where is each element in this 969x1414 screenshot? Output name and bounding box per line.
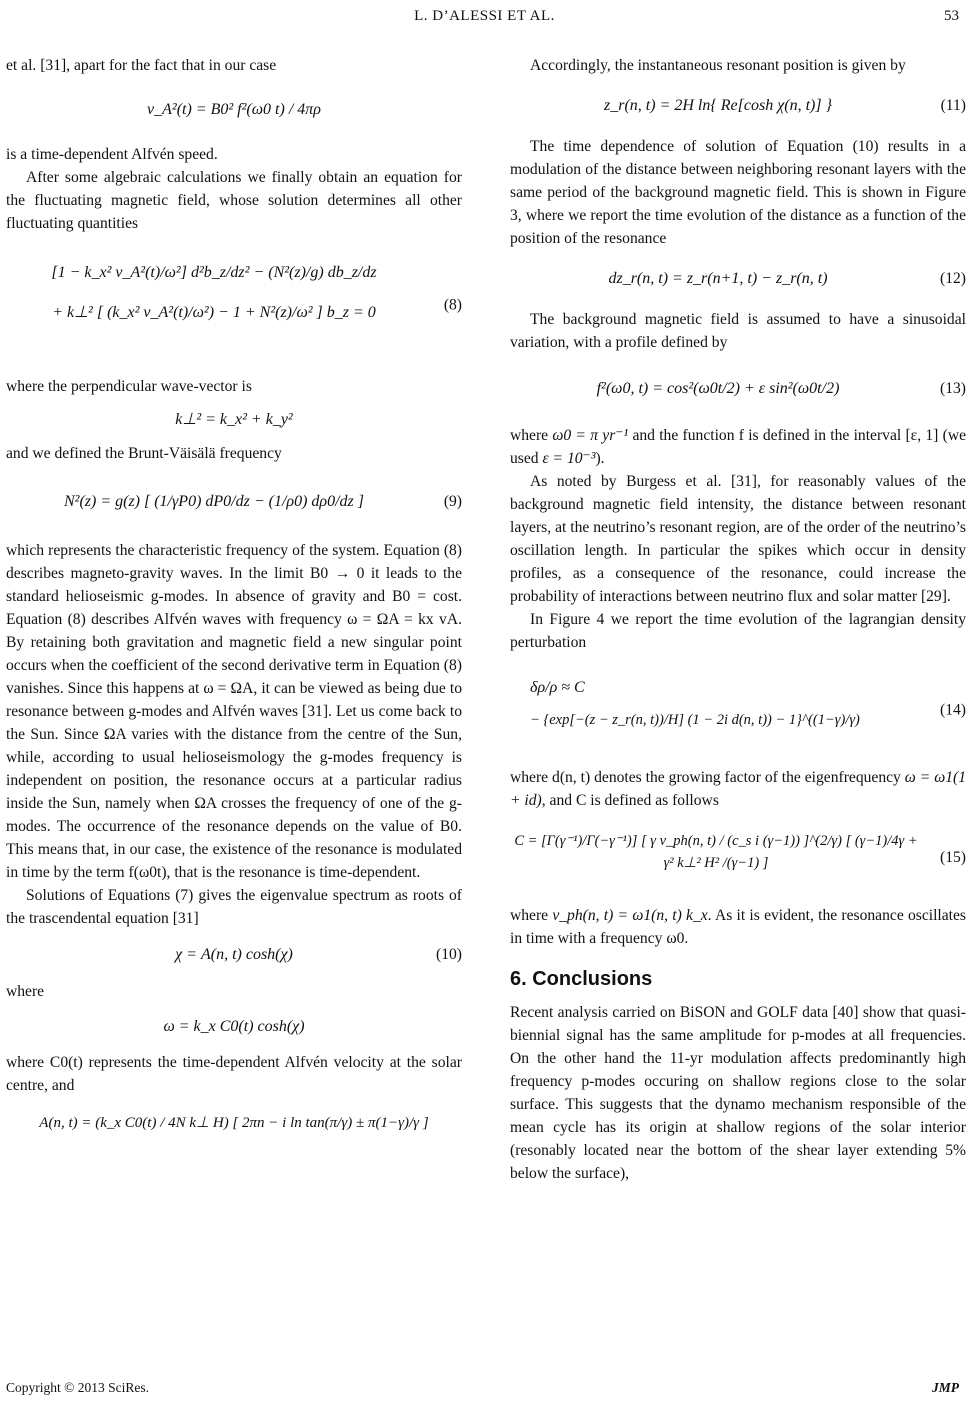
equation-number: (12)	[940, 270, 966, 287]
equation-8-line-1: [1 − k_x² v_A²(t)/ω²] d²b_z/dz² − (N²(z)/g) db_z/dz	[51, 264, 377, 281]
equation-12: dz_r(n, t) = z_r(n+1, t) − z_r(n, t) (12)	[510, 254, 966, 304]
paragraph: where the perpendicular wave-vector is	[6, 378, 252, 395]
running-title: L. D’ALESSI ET AL.	[414, 8, 555, 24]
paragraph: and we defined the Brunt-Väisälä frequency	[6, 445, 282, 462]
running-header	[0, 6, 969, 30]
inline-equation: ε = 10⁻³	[542, 450, 596, 467]
paragraph: is a time-dependent Alfvén speed.	[6, 146, 218, 163]
paragraph: In Figure 4 we report the time evolution of the lagrangian density perturbation	[510, 611, 966, 651]
inline-equation: ω = ω1(1 + id)	[510, 769, 966, 809]
equation-number: (14)	[940, 701, 966, 719]
page-number: 53	[944, 8, 959, 24]
paragraph: where ω0 = π yr⁻¹ and the function f is defined in the interval [ε, 1] (we used ε = 10⁻³).	[510, 427, 967, 467]
equation-13: f²(ω0, t) = cos²(ω0t/2) + ε sin²(ω0t/2) (13)	[510, 358, 966, 420]
equation-number: (9)	[443, 493, 462, 510]
equation-kperp: k⊥² = k_x² + k_y²	[175, 411, 293, 428]
equation-14	[510, 658, 966, 762]
paragraph: where	[6, 983, 45, 1000]
equation-8-line-2: + k⊥² [ (k_x² v_A²(t)/ω²) − 1 + N²(z)/ω² ] b_z = 0	[52, 304, 376, 321]
right-column	[510, 54, 966, 1185]
equation-alfven-speed: v_A²(t) = B0² f²(ω0 t) / 4πρ	[147, 101, 321, 118]
copyright-notice: Copyright © 2013 SciRes.	[6, 1380, 150, 1395]
inline-equation: ω0 = π yr⁻¹	[552, 427, 629, 444]
equation-number: (8)	[443, 296, 462, 314]
paragraph: As noted by Burgess et al. [31], for reasonably values of the background magnetic field intensity, the distance between resonant layers, at the neutrino’s resonant region, are of the order of the neutrino’s oscillation length. In particular the spikes which occur in density profiles, as a consequence of the resonance, could increase the probability of interactions between neutrino flux and solar matter [29].	[510, 473, 966, 605]
equation-15: C = [Γ(γ⁻¹)/Γ(−γ⁻¹)] [ γ v_ph(n, t) / (c_s i (γ−1)) ]^(2/γ) [ (γ−1)/4γ + γ² k⊥² H² /(γ−1) ] (15)	[514, 833, 966, 871]
paragraph: Solutions of Equations (7) gives the eigenvalue spectrum as roots of the trascendental equation [31]	[6, 887, 462, 927]
equation-A: A(n, t) = (k_x C0(t) / 4N k⊥ H) [ 2πn − i ln tan(π/γ) ± π(1−γ)/γ ]	[39, 1115, 429, 1131]
paragraph: Recent analysis carried on BiSON and GOLF data [40] show that quasi-biennial signal has the same amplitude for p-modes at all frequencies. On the other hand the 11-yr modulation affects predominantly high frequency p-modes occuring on shallow regions close to the solar surface. This suggests that the dynamo mechanism responsible of the mean cycle has its origin at shallow regions of the solar interior (resonably located near the bottom of the shear layer extending 5% below the surface),	[510, 1004, 966, 1182]
paragraph: where v_ph(n, t) = ω1(n, t) k_x. As it is evident, the resonance oscillates in time with a frequency ω0.	[510, 907, 967, 947]
paragraph: The time dependence of solution of Equation (10) results in a modulation of the distance between neighboring resonant layers with the same period of the background magnetic field. This is shown in Figure 3, where we report the time evolution of the distance as a function of the position of the resonance	[510, 138, 966, 247]
equation-14-line-2: − {exp[−(z − z_r(n, t))/H] (1 − 2i d(n, t)) − 1}^((1−γ)/γ)	[530, 712, 860, 728]
equation-number: (10)	[436, 946, 462, 963]
equation-number: (15)	[940, 849, 966, 866]
paragraph: which represents the characteristic frequency of the system. Equation (8) describes magneto-gravity waves. In the limit B0 → 0 it leads to the standard helioseismic g-modes. In absence of gravity and B0 = cost. Equation (8) describes Alfvén waves with frequency ω = ΩA = kx vA. By retaining both gravitation and magnetic field a new singular point occurs when the coefficient of the second derivative term in Equation (8) vanishes. Since this happens at ω = ΩA, it can be viewed as being due to resonance between g-modes and Alfvén waves [31]. Let us come back to the Sun. Since ΩA varies with the distance from the centre of the Sun, while, according to usual helioseismology the g-modes frequency is independent on position, the resonance occurs at a particular radius inside the Sun, namely when ΩA crosses the frequency of one of the g-modes. The occurrence of the resonance depends on the value of B0. This means that, in our case, the existence of the resonance is modulated in time by the term f(ω0t), that is the resonance is time-dependent.	[6, 542, 462, 881]
equation-11: z_r(n, t) = 2H ln{ Re[cosh χ(n, t)] } (11)	[510, 81, 966, 131]
equation-omega: ω = k_x C0(t) cosh(χ)	[163, 1018, 305, 1035]
section-heading: 6. Conclusions	[510, 968, 653, 990]
inline-equation: v_ph(n, t) = ω1(n, t) k_x	[552, 907, 708, 924]
paragraph: Accordingly, the instantaneous resonant position is given by	[530, 57, 906, 74]
paragraph: et al. [31], apart for the fact that in our case	[6, 57, 277, 74]
paragraph: The background magnetic field is assumed to have a sinusoidal variation, with a profile defined by	[510, 311, 966, 351]
paragraph: After some algebraic calculations we finally obtain an equation for the fluctuating magnetic field, whose solution determines all other fluctuating quantities	[6, 169, 462, 232]
equation-14-line-1: δρ/ρ ≈ C	[530, 679, 585, 696]
paragraph: where d(n, t) denotes the growing factor of the eigenfrequency ω = ω1(1 + id), and C is defined as follows	[510, 769, 966, 809]
journal-abbrev: JMP	[932, 1380, 959, 1395]
left-column	[6, 54, 462, 1167]
equation-9: N²(z) = g(z) [ (1/γP0) dP0/dz − (1/ρ0) dρ0/dz ] (9)	[6, 469, 462, 535]
equation-number: (11)	[940, 97, 966, 114]
equation-10: χ = A(n, t) cosh(χ) (10)	[6, 934, 462, 976]
paragraph: where C0(t) represents the time-dependent Alfvén velocity at the solar centre, and	[6, 1054, 462, 1094]
equation-8	[6, 239, 462, 371]
page-footer	[6, 1380, 963, 1402]
equation-number: (13)	[940, 380, 966, 397]
